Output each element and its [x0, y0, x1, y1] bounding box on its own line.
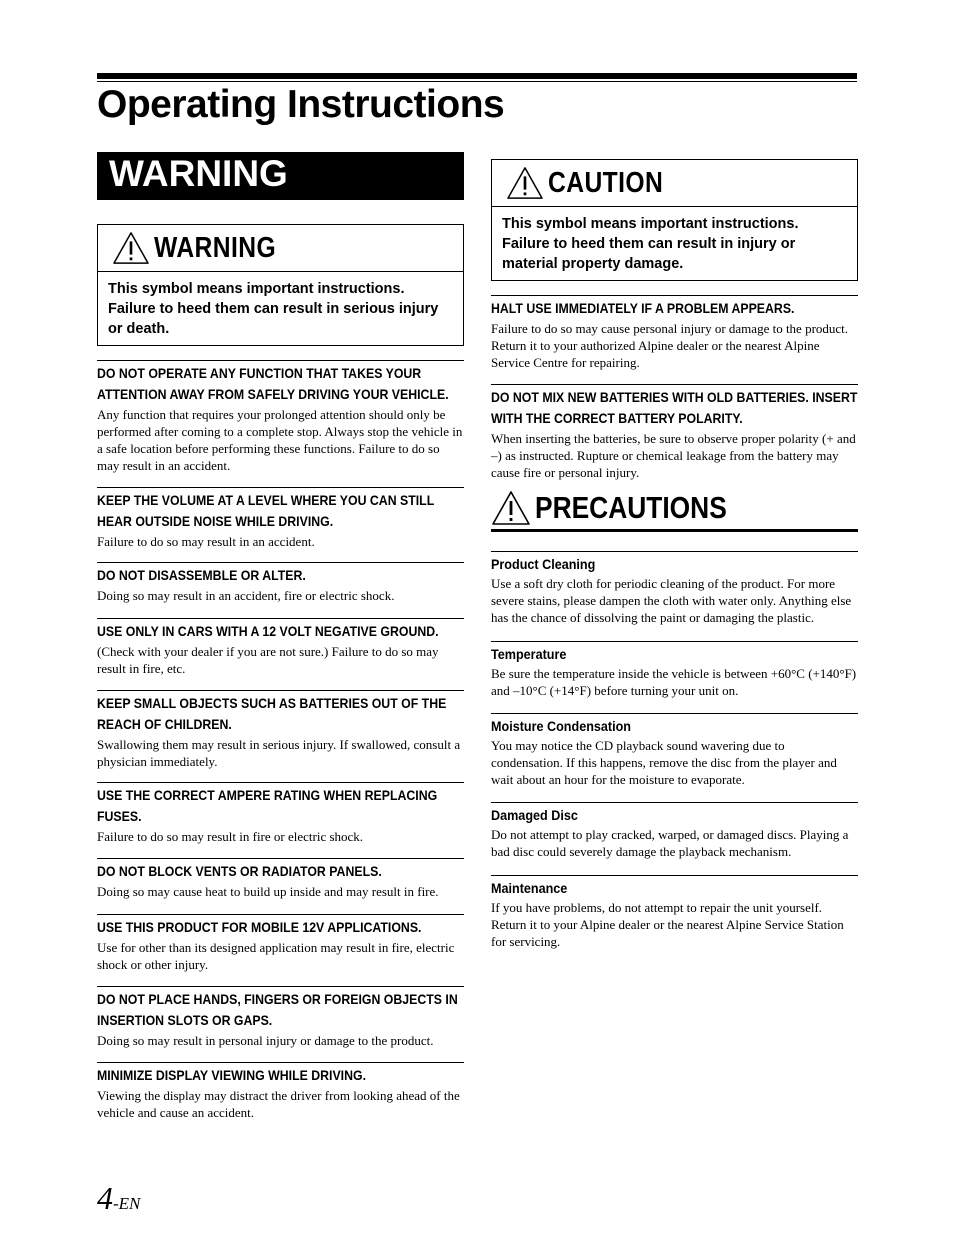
section-heading: KEEP THE VOLUME AT A LEVEL WHERE YOU CAN STILL HEAR OUTSIDE NOISE WHILE DRIVING. — [97, 492, 435, 529]
caution-symbol-text: This symbol means important instructions. Failure to heed them can result in injury or material property damage. — [502, 216, 799, 272]
page-number — [97, 1180, 140, 1217]
section-text: Use a soft dry cloth for periodic cleaning of the product. For more severe stains, please dampen the cloth with water only. Anything else has the chance of dissolving the paint or damaging the plastic. — [491, 576, 852, 625]
caution-triangle-icon — [506, 166, 544, 200]
warning-section — [97, 618, 464, 677]
warning-symbol-header — [98, 225, 463, 272]
warning-banner: WARNING — [97, 152, 464, 200]
section-text: Doing so may result in personal injury or damage to the product. — [97, 1033, 434, 1048]
section-heading: HALT USE IMMEDIATELY IF A PROBLEM APPEARS. — [491, 300, 795, 316]
section-text: Be sure the temperature inside the vehicle is between +60°C (+140°F) and –10°C (+14°F) before turning your unit on. — [491, 666, 857, 698]
section-heading: DO NOT BLOCK VENTS OR RADIATOR PANELS. — [97, 863, 382, 879]
section-text: Viewing the display may distract the driver from looking ahead of the vehicle and cause an accident. — [97, 1088, 460, 1120]
section-heading: MINIMIZE DISPLAY VIEWING WHILE DRIVING. — [97, 1067, 367, 1083]
section-heading: Temperature — [491, 646, 567, 662]
caution-section — [491, 295, 858, 371]
page-number-value: 4 — [97, 1180, 113, 1216]
page-title: Operating Instructions — [97, 83, 505, 126]
precautions-header — [491, 487, 858, 532]
section-heading: DO NOT OPERATE ANY FUNCTION THAT TAKES YOUR ATTENTION AWAY FROM SAFELY DRIVING YOUR VEHICLE. — [97, 365, 449, 402]
warning-symbol-box — [97, 224, 464, 346]
precaution-section — [491, 875, 858, 950]
section-heading: Maintenance — [491, 880, 568, 896]
section-heading: USE THE CORRECT AMPERE RATING WHEN REPLACING FUSES. — [97, 787, 438, 824]
warning-section — [97, 1062, 464, 1121]
warning-section — [97, 986, 464, 1049]
precaution-section — [491, 641, 858, 699]
warning-section — [97, 487, 464, 550]
section-text: You may notice the CD playback sound wavering due to condensation. If this happens, remove the disc from the player and wait about an hour for the moisture to evaporate. — [491, 738, 837, 787]
precaution-section — [491, 551, 858, 626]
caution-section — [491, 384, 858, 481]
section-heading: DO NOT DISASSEMBLE OR ALTER. — [97, 567, 306, 583]
caution-symbol-box — [491, 159, 858, 281]
section-heading: USE ONLY IN CARS WITH A 12 VOLT NEGATIVE GROUND. — [97, 623, 439, 639]
warning-section — [97, 690, 464, 770]
precaution-section — [491, 713, 858, 788]
warning-section — [97, 858, 464, 900]
warning-section — [97, 782, 464, 845]
section-text: (Check with your dealer if you are not sure.) Failure to do so may result in fire, etc. — [97, 644, 439, 676]
warning-symbol-text: This symbol means important instructions. Failure to heed them can result in serious injury or death. — [108, 281, 439, 337]
caution-symbol-header — [492, 160, 857, 207]
section-text: Use for other than its designed application may result in fire, electric shock or other injury. — [97, 940, 455, 972]
section-heading: DO NOT PLACE HANDS, FINGERS OR FOREIGN OBJECTS IN INSERTION SLOTS OR GAPS. — [97, 991, 458, 1028]
section-text: Failure to do so may result in an accident. — [97, 534, 315, 549]
section-heading: Product Cleaning — [491, 556, 596, 572]
section-text: Doing so may result in an accident, fire or electric shock. — [97, 588, 395, 603]
section-text: Failure to do so may cause personal injury or damage to the product. Return it to your authorized Alpine dealer or the nearest Alpine Service Centre for repairing. — [491, 321, 849, 370]
section-heading: USE THIS PRODUCT FOR MOBILE 12V APPLICATIONS. — [97, 919, 422, 935]
precaution-section — [491, 802, 858, 860]
warning-section — [97, 562, 464, 604]
warning-section — [97, 914, 464, 973]
top-rule — [97, 73, 857, 79]
section-text: Do not attempt to play cracked, warped, or damaged discs. Playing a bad disc could severely damage the playback mechanism. — [491, 827, 849, 859]
section-heading: Moisture Condensation — [491, 718, 632, 734]
section-text: Doing so may cause heat to build up inside and may result in fire. — [97, 884, 439, 899]
section-heading: Damaged Disc — [491, 807, 578, 823]
warning-symbol-label: WARNING — [154, 231, 277, 264]
page-number-suffix: -EN — [113, 1194, 141, 1213]
section-text: If you have problems, do not attempt to repair the unit yourself. Return it to your Alpine dealer or the nearest Alpine Service Station for servicing. — [491, 900, 844, 949]
section-text: When inserting the batteries, be sure to observe proper polarity (+ and –) as instructed. Rupture or chemical leakage from the battery may cause fire or personal injury. — [491, 431, 856, 480]
section-heading: KEEP SMALL OBJECTS SUCH AS BATTERIES OUT OF THE REACH OF CHILDREN. — [97, 695, 447, 732]
precautions-label: PRECAUTIONS — [535, 490, 727, 525]
warning-section — [97, 360, 464, 474]
caution-symbol-label: CAUTION — [548, 166, 664, 199]
section-text: Any function that requires your prolonged attention should only be performed after coming to a complete stop. Always stop the vehicle in a safe location before performing these functions. Failure to do so may result in an accident. — [97, 407, 463, 473]
caution-triangle-icon — [491, 490, 531, 526]
section-text: Failure to do so may result in fire or electric shock. — [97, 829, 364, 844]
warning-triangle-icon — [112, 231, 150, 265]
section-text: Swallowing them may result in serious injury. If swallowed, consult a physician immediately. — [97, 737, 461, 769]
section-heading: DO NOT MIX NEW BATTERIES WITH OLD BATTERIES. INSERT WITH THE CORRECT BATTERY POLARITY. — [491, 389, 858, 426]
